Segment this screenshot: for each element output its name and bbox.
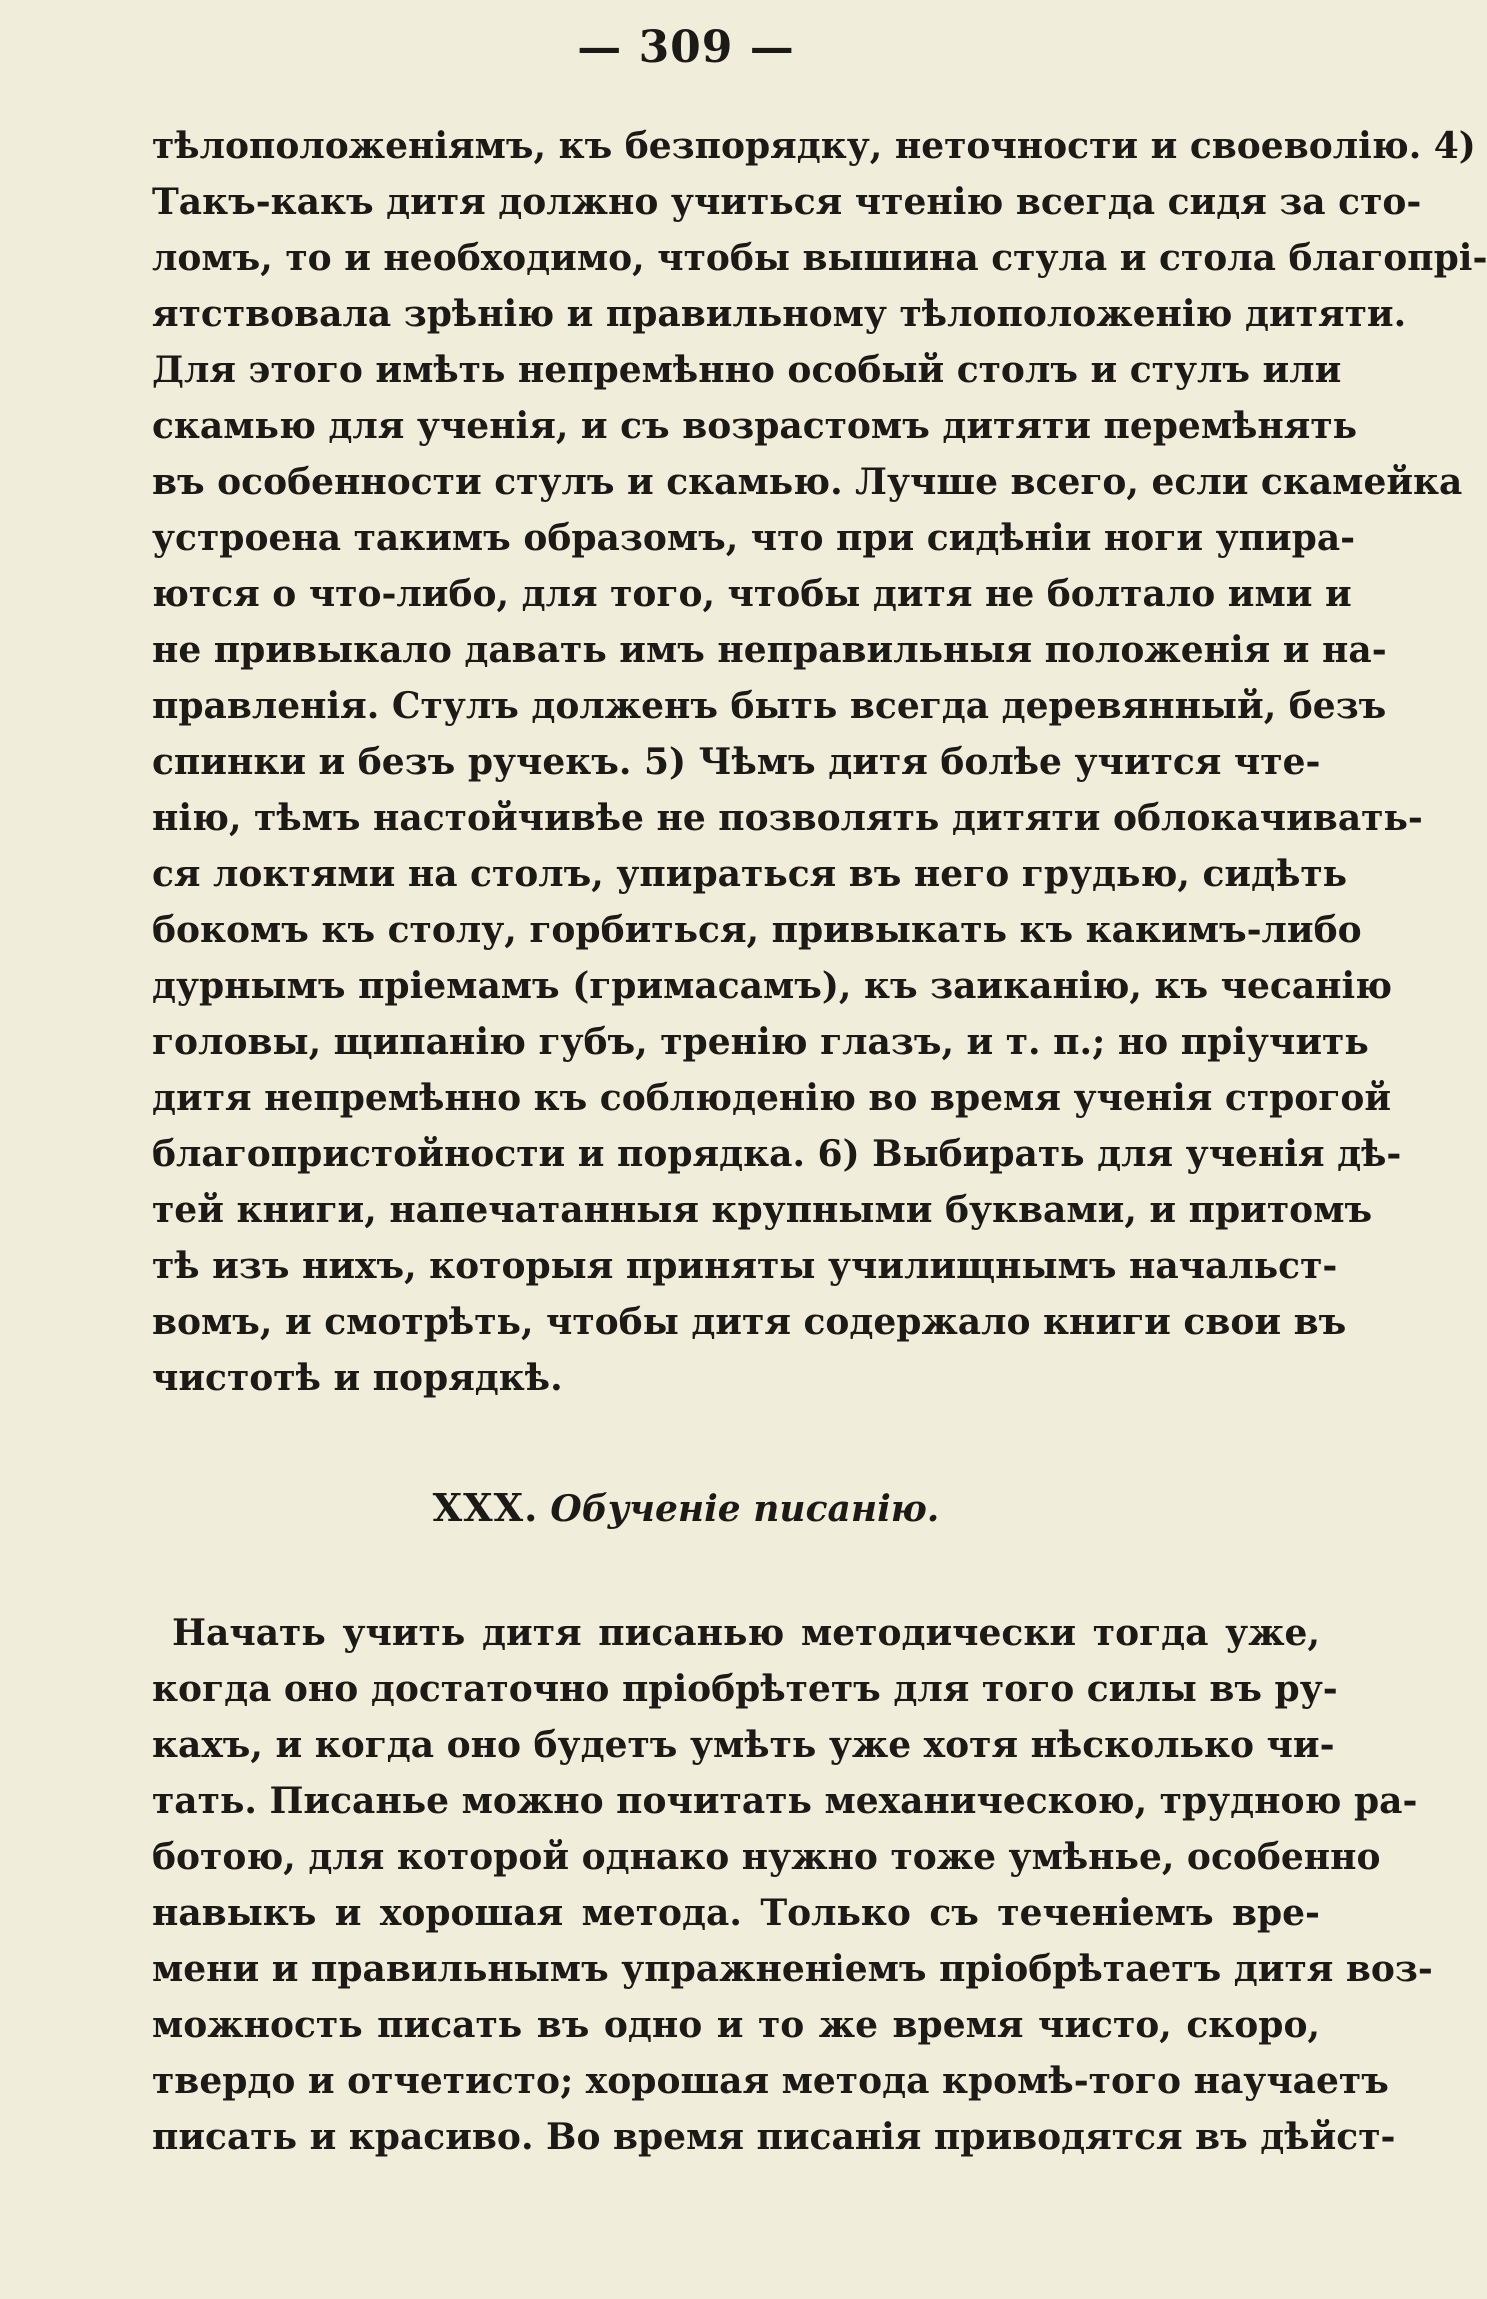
- text-line: въ особенности стулъ и скамью. Лучше всего, если скамейка: [152, 461, 1463, 503]
- text-line: дитя непремѣнно къ соблюденію во время ученія строгой: [152, 1077, 1392, 1119]
- text-line: писать и красиво. Во время писанія приводятся въ дѣйст-: [152, 2116, 1396, 2158]
- section-number: XXX.: [432, 1485, 539, 1530]
- text-line: не привыкало давать имъ неправильныя положенія и на-: [152, 629, 1387, 671]
- text-line: тѣлоположеніямъ, къ безпорядку, неточности и своеволію. 4): [152, 125, 1476, 167]
- text-line: дурнымъ пріемамъ (гримасамъ), къ заиканію, къ чесанію: [152, 965, 1393, 1007]
- text-line: тать. Писанье можно почитать механическою, трудною ра-: [152, 1780, 1418, 1822]
- text-line: нію, тѣмъ настойчивѣе не позволять дитяти облокачивать-: [152, 797, 1423, 839]
- paragraph-2: [152, 1605, 1433, 2165]
- page-number: — 309 —: [577, 22, 795, 73]
- text-line: когда оно достаточно пріобрѣтетъ для того силы въ ру-: [152, 1668, 1338, 1710]
- text-line: навыкъ и хорошая метода. Только съ теченіемъ вре-: [152, 1892, 1320, 1934]
- text-line: ются о что-либо, для того, чтобы дитя не болтало ими и: [152, 573, 1352, 615]
- text-line: кахъ, и когда оно будетъ умѣть уже хотя нѣсколько чи-: [152, 1724, 1335, 1766]
- text-line: чистотѣ и порядкѣ.: [152, 1357, 563, 1399]
- section-title: Обученіе писанію.: [550, 1488, 940, 1530]
- text-line: Начать учить дитя писанью методически тогда уже,: [172, 1612, 1320, 1654]
- text-line: твердо и отчетисто; хорошая метода кромѣ-того научаетъ: [152, 2060, 1389, 2102]
- text-line: тей книги, напечатанныя крупными буквами, и притомъ: [152, 1189, 1373, 1231]
- text-line: бокомъ къ столу, горбиться, привыкать къ какимъ-либо: [152, 909, 1362, 951]
- text-line: головы, щипанію губъ, тренію глазъ, и т. п.; но пріучить: [152, 1021, 1369, 1063]
- text-line: благопристойности и порядка. 6) Выбирать для ученія дѣ-: [152, 1133, 1402, 1175]
- text-line: ломъ, то и необходимо, чтобы вышина стула и стола благопрі-: [152, 237, 1487, 279]
- text-line: Такъ-какъ дитя должно учиться чтенію всегда сидя за сто-: [152, 181, 1422, 223]
- section-heading: [0, 1485, 1372, 1530]
- text-line: тѣ изъ нихъ, которыя приняты училищнымъ начальст-: [152, 1245, 1338, 1287]
- text-line: устроена такимъ образомъ, что при сидѣніи ноги упира-: [152, 517, 1356, 559]
- text-line: ятствовала зрѣнію и правильному тѣлоположенію дитяти.: [152, 293, 1407, 335]
- text-line: вомъ, и смотрѣть, чтобы дитя содержало книги свои въ: [152, 1301, 1347, 1343]
- text-line: мени и правильнымъ упражненіемъ пріобрѣтаетъ дитя воз-: [152, 1948, 1433, 1990]
- text-line: Для этого имѣть непремѣнно особый столъ и стулъ или: [152, 349, 1342, 391]
- text-line: правленія. Стулъ долженъ быть всегда деревянный, безъ: [152, 685, 1387, 727]
- text-line: можность писать въ одно и то же время чисто, скоро,: [152, 2004, 1320, 2046]
- text-line: ботою, для которой однако нужно тоже умѣнье, особенно: [152, 1836, 1381, 1878]
- text-line: спинки и безъ ручекъ. 5) Чѣмъ дитя болѣе учится чте-: [152, 741, 1321, 783]
- text-line: скамью для ученія, и съ возрастомъ дитяти перемѣнять: [152, 405, 1358, 447]
- text-line: ся локтями на столъ, упираться въ него грудью, сидѣть: [152, 853, 1348, 895]
- paragraph-1: [152, 118, 1487, 1406]
